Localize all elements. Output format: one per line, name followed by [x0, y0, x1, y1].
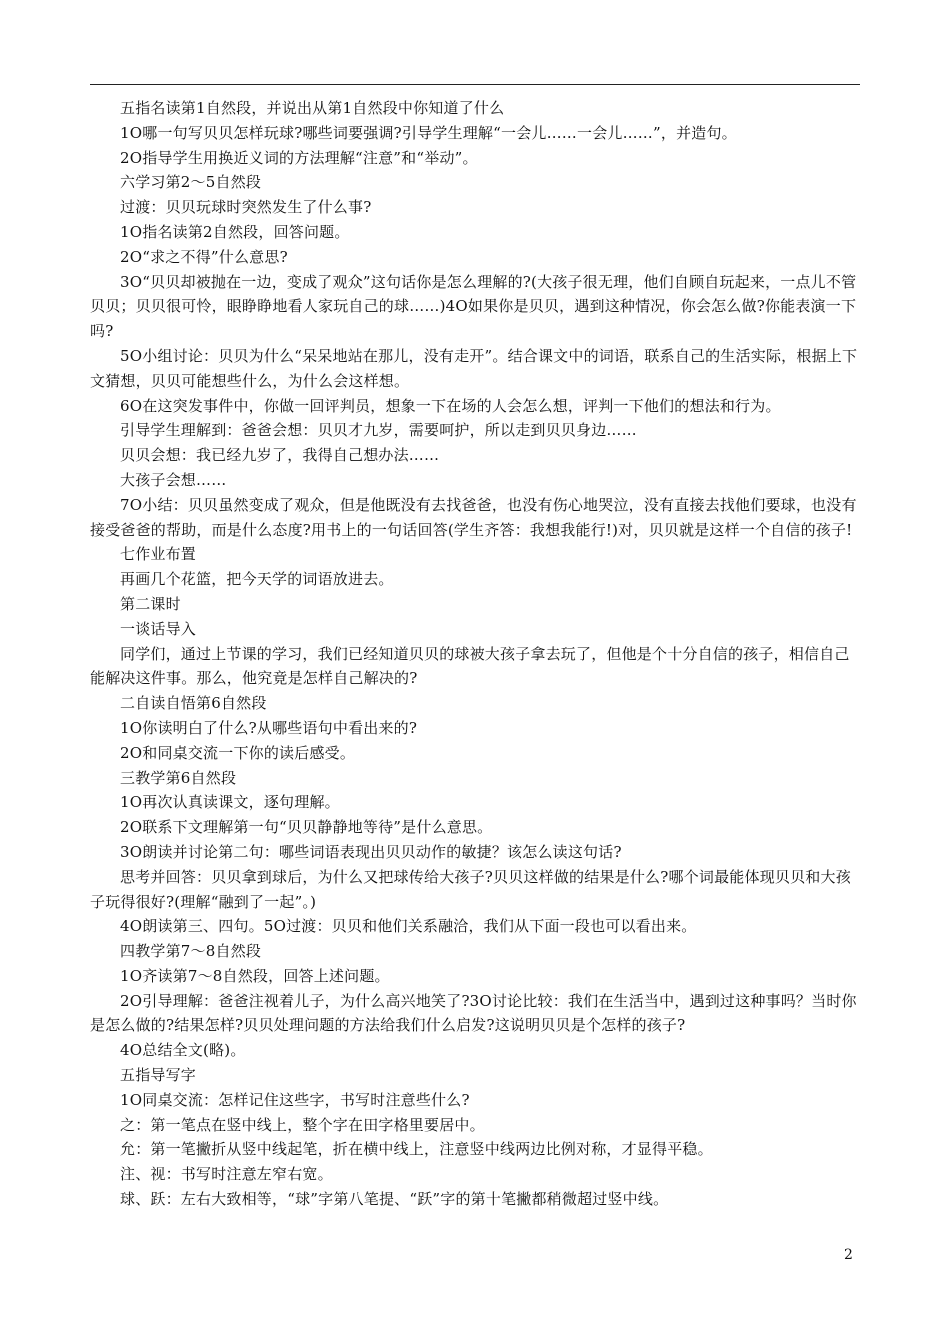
- paragraph: 五指名读第1自然段，并说出从第1自然段中你知道了什么: [120, 99, 505, 117]
- paragraph: 2O“求之不得”什么意思?: [120, 247, 288, 266]
- paragraph: 二自读自悟第6自然段: [120, 694, 267, 713]
- paragraph: 球、跃：左右大致相等，“球”字第八笔提、“跃”字的第十笔撇都稍微超过竖中线。: [120, 1190, 669, 1209]
- paragraph: 注、视：书写时注意左窄右宽。: [120, 1165, 333, 1184]
- paragraph: 五指导写字: [120, 1066, 197, 1085]
- paragraph: 4O总结全文(略)。: [120, 1041, 246, 1060]
- paragraph: 四教学第7～8自然段: [120, 942, 262, 961]
- paragraph: 1O同桌交流：怎样记住这些字，书写时注意些什么?: [120, 1090, 470, 1109]
- paragraph: 2O指导学生用换近义词的方法理解“注意”和“举动”。: [120, 148, 478, 167]
- paragraph: 1O再次认真读课文，逐句理解。: [120, 793, 340, 812]
- paragraph: 七作业布置: [120, 545, 197, 564]
- paragraph: 三教学第6自然段: [120, 768, 237, 787]
- paragraph: 1O哪一句写贝贝怎样玩球?哪些词要强调?引导学生理解“一会儿……一会儿……”，并造句。: [120, 123, 737, 142]
- paragraph: 6O在这突发事件中，你做一回评判员，想象一下在场的人会怎么想，评判一下他们的想法和行为。: [120, 396, 781, 415]
- paragraph: 六学习第2～5自然段: [120, 173, 262, 192]
- paragraph: 1O指名读第2自然段，回答问题。: [120, 222, 350, 241]
- paragraph: 同学们，通过上节课的学习，我们已经知道贝贝的球被大孩子拿去玩了，但他是个十分自信的孩子，相信自己能解决这件事。那么，他究竟是怎样自己解决的?: [90, 644, 850, 688]
- paragraph: 1O齐读第7～8自然段，回答上述问题。: [120, 966, 390, 985]
- paragraph: 再画几个花篮，把今天学的词语放进去。: [120, 570, 394, 589]
- paragraph: 允：第一笔撇折从竖中线起笔，折在横中线上，注意竖中线两边比例对称，才显得平稳。: [120, 1140, 713, 1159]
- paragraph: 引导学生理解到：爸爸会想：贝贝才九岁，需要呵护，所以走到贝贝身边……: [120, 421, 637, 440]
- paragraph: 2O和同桌交流一下你的读后感受。: [120, 743, 356, 762]
- paragraph: 7O小结：贝贝虽然变成了观众，但是他既没有去找爸爸，也没有伤心地哭泣，没有直接去找他们要球，也没有接受爸爸的帮助，而是什么态度?用书上的一句话回答(学生齐答：我想我能行!)对，贝贝就是这样一个自信的孩子!: [90, 495, 857, 539]
- paragraph: 过渡：贝贝玩球时突然发生了什么事?: [120, 198, 372, 217]
- paragraph: 1O你读明白了什么?从哪些语句中看出来的?: [120, 718, 418, 737]
- paragraph: 贝贝会想：我已经九岁了，我得自己想办法……: [120, 446, 440, 465]
- paragraph: 一谈话导入: [120, 619, 197, 638]
- header-rule: [90, 84, 860, 85]
- page-number: 2: [844, 1247, 853, 1263]
- paragraph: 思考并回答：贝贝拿到球后，为什么又把球传给大孩子?贝贝这样做的结果是什么?哪个词最能体现贝贝和大孩子玩得很好?(理解“融到了一起”。): [90, 867, 851, 911]
- body-text: [90, 96, 860, 1212]
- paragraph: 大孩子会想……: [120, 470, 227, 489]
- paragraph: 3O朗读并讨论第二句：哪些词语表现出贝贝动作的敏捷？该怎么读这句话?: [120, 842, 622, 861]
- paragraph: 2O引导理解：爸爸注视着儿子，为什么高兴地笑了?3O讨论比较：我们在生活当中，遇到过这种事吗？当时你是怎么做的?结果怎样?贝贝处理问题的方法给我们什么启发?这说明贝贝是个怎样的孩子?: [90, 991, 857, 1035]
- paragraph: 4O朗读第三、四句。5O过渡：贝贝和他们关系融洽，我们从下面一段也可以看出来。: [120, 917, 697, 936]
- paragraph: 2O联系下文理解第一句“贝贝静静地等待”是什么意思。: [120, 818, 493, 837]
- paragraph: 第二课时: [120, 594, 181, 613]
- paragraph: 5O小组讨论：贝贝为什么“呆呆地站在那儿，没有走开”。结合课文中的词语，联系自己的生活实际，根据上下文猜想，贝贝可能想些什么，为什么会这样想。: [90, 346, 858, 390]
- paragraph: 3O“贝贝却被抛在一边，变成了观众”这句话你是怎么理解的?(大孩子很无理，他们自顾自玩起来，一点儿不管贝贝；贝贝很可怜，眼睁睁地看人家玩自己的球……)4O如果你是贝贝，遇到这种情况，你会怎么做?你能表演一下吗?: [90, 272, 857, 341]
- paragraph: 之：第一笔点在竖中线上，整个字在田字格里要居中。: [120, 1115, 485, 1134]
